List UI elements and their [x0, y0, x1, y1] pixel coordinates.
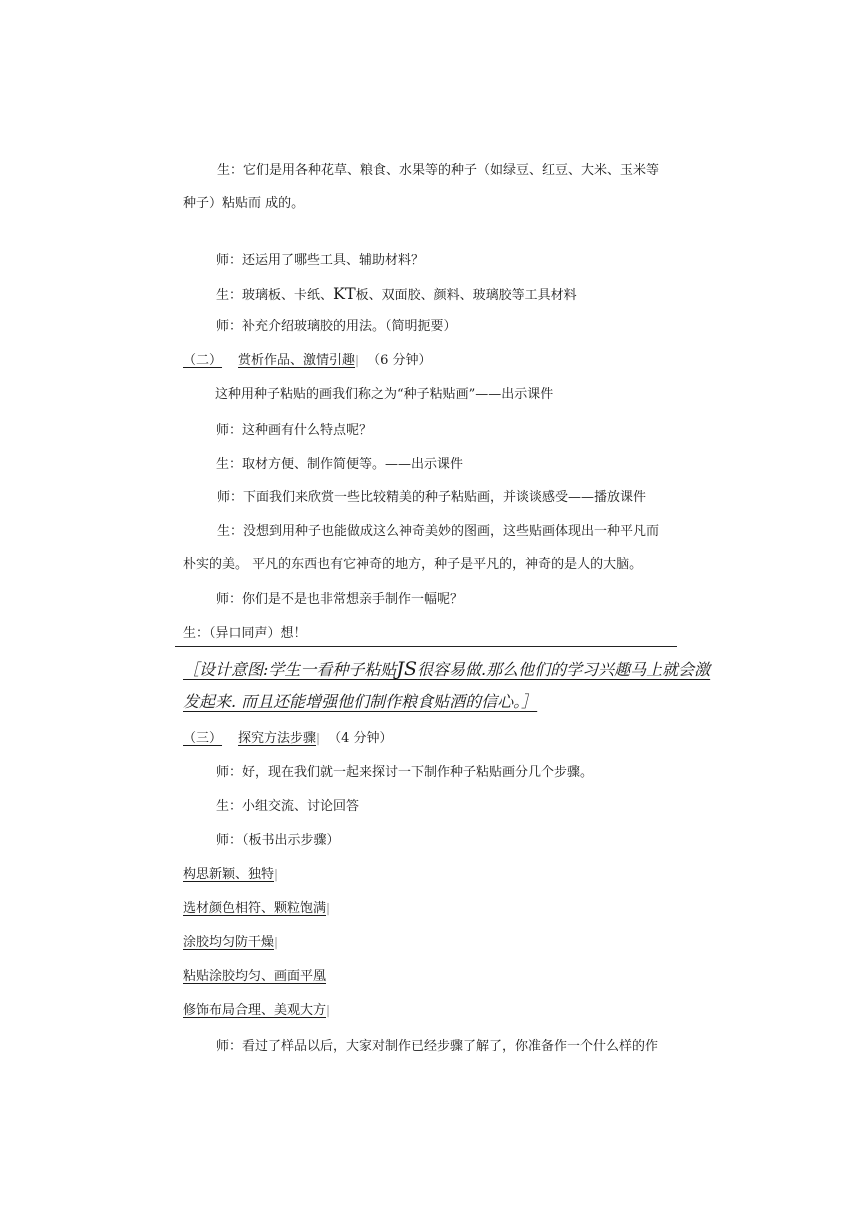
divider — [175, 646, 677, 647]
text-run: JS — [396, 658, 418, 680]
section-time: （4 分钟） — [328, 731, 393, 746]
text-line: 师：这种画有什么特点呢？ — [216, 423, 373, 438]
section-time: （6 分钟） — [367, 353, 432, 368]
text-line: 生：取材方便、制作简便等。——出示课件 — [216, 457, 464, 472]
text-run: KT — [333, 284, 356, 303]
text-line: 生：（异口同声）想！ — [183, 626, 307, 641]
section-number: （三） — [183, 731, 223, 746]
step-text: 粘贴涂胶均匀、画面平凰 — [183, 969, 327, 984]
section-number: （二） — [183, 353, 223, 368]
text-run: 很容易做.那么他们的学习兴趣马上就会激 — [417, 660, 711, 679]
section-title: 探究方法步骤 — [238, 731, 317, 746]
step-item — [183, 970, 326, 983]
section-heading: （三） 探究方法步骤| （4 分钟） — [183, 731, 393, 746]
text-run: 生：玻璃板、卡纸、 — [216, 288, 334, 303]
step-text: 涂胶均匀防干燥 — [183, 935, 275, 950]
text-line: 师：看过了样品以后，大家对制作已经步骤了解了，你准备作一个什么样的作 — [216, 1039, 659, 1054]
design-intent-line — [183, 660, 710, 679]
text-line: 师：下面我们来欣赏一些比较精美的种子粘贴画，并谈谈感受——播放课件 — [217, 490, 647, 505]
step-item: 修饰布局合理、美观大方| — [183, 1003, 331, 1018]
design-intent-line: 发起来. 而且还能增强他们制作粮食贴酒的信心。］ — [183, 692, 538, 711]
text-line: 师：还运用了哪些工具、辅助材料？ — [216, 253, 425, 268]
text-line: 师：补充介绍玻璃胶的用法。（简明扼要） — [216, 319, 457, 334]
step-text: 修饰布局合理、美观大方 — [183, 1003, 327, 1018]
text-line: 生：没想到用种子也能做成这么神奇美妙的图画，这些贴画体现出一种平凡而 — [217, 524, 660, 539]
text-line: 师：（板书出示步骤） — [216, 833, 340, 848]
text-run: 板、双面胶、颜料、玻璃胶等工具材料 — [355, 288, 577, 303]
text-line: 师：好，现在我们就一起来探讨一下制作种子粘贴画分几个步骤。 — [216, 765, 594, 780]
text-line: 朴实的美。 平凡的东西也有它神奇的地方，种子是平凡的，神奇的是人的大脑。 — [183, 557, 643, 572]
text-line: 师：你们是不是也非常想亲手制作一幅呢？ — [216, 592, 464, 607]
step-item: 构思新颖、独特| — [183, 867, 279, 882]
section-title: 赏析作品、激情引趣 — [238, 353, 356, 368]
text-line: 这种用种子粘贴的画我们称之为“种子粘贴画”——出示课件 — [215, 387, 554, 402]
step-text: 构思新颖、独特 — [183, 867, 275, 882]
step-text: 选材颜色相符、颗粒饱满 — [183, 901, 327, 916]
text-line: 生：小组交流、讨论回答 — [216, 799, 360, 814]
step-item: 选材颜色相符、颗粒饱满| — [183, 901, 331, 916]
text-line: 种子）粘贴而 成的。 — [183, 196, 305, 211]
step-item: 涂胶均匀防干燥| — [183, 935, 279, 950]
section-heading: （二） 赏析作品、激情引趣| （6 分钟） — [183, 353, 432, 368]
text-run: ［设计意图:学生一看种子粘贴 — [183, 660, 397, 679]
text-line — [216, 286, 577, 302]
text-line: 生：它们是用各种花草、粮食、水果等的种子（如绿豆、红豆、大米、玉米等 — [217, 163, 660, 178]
